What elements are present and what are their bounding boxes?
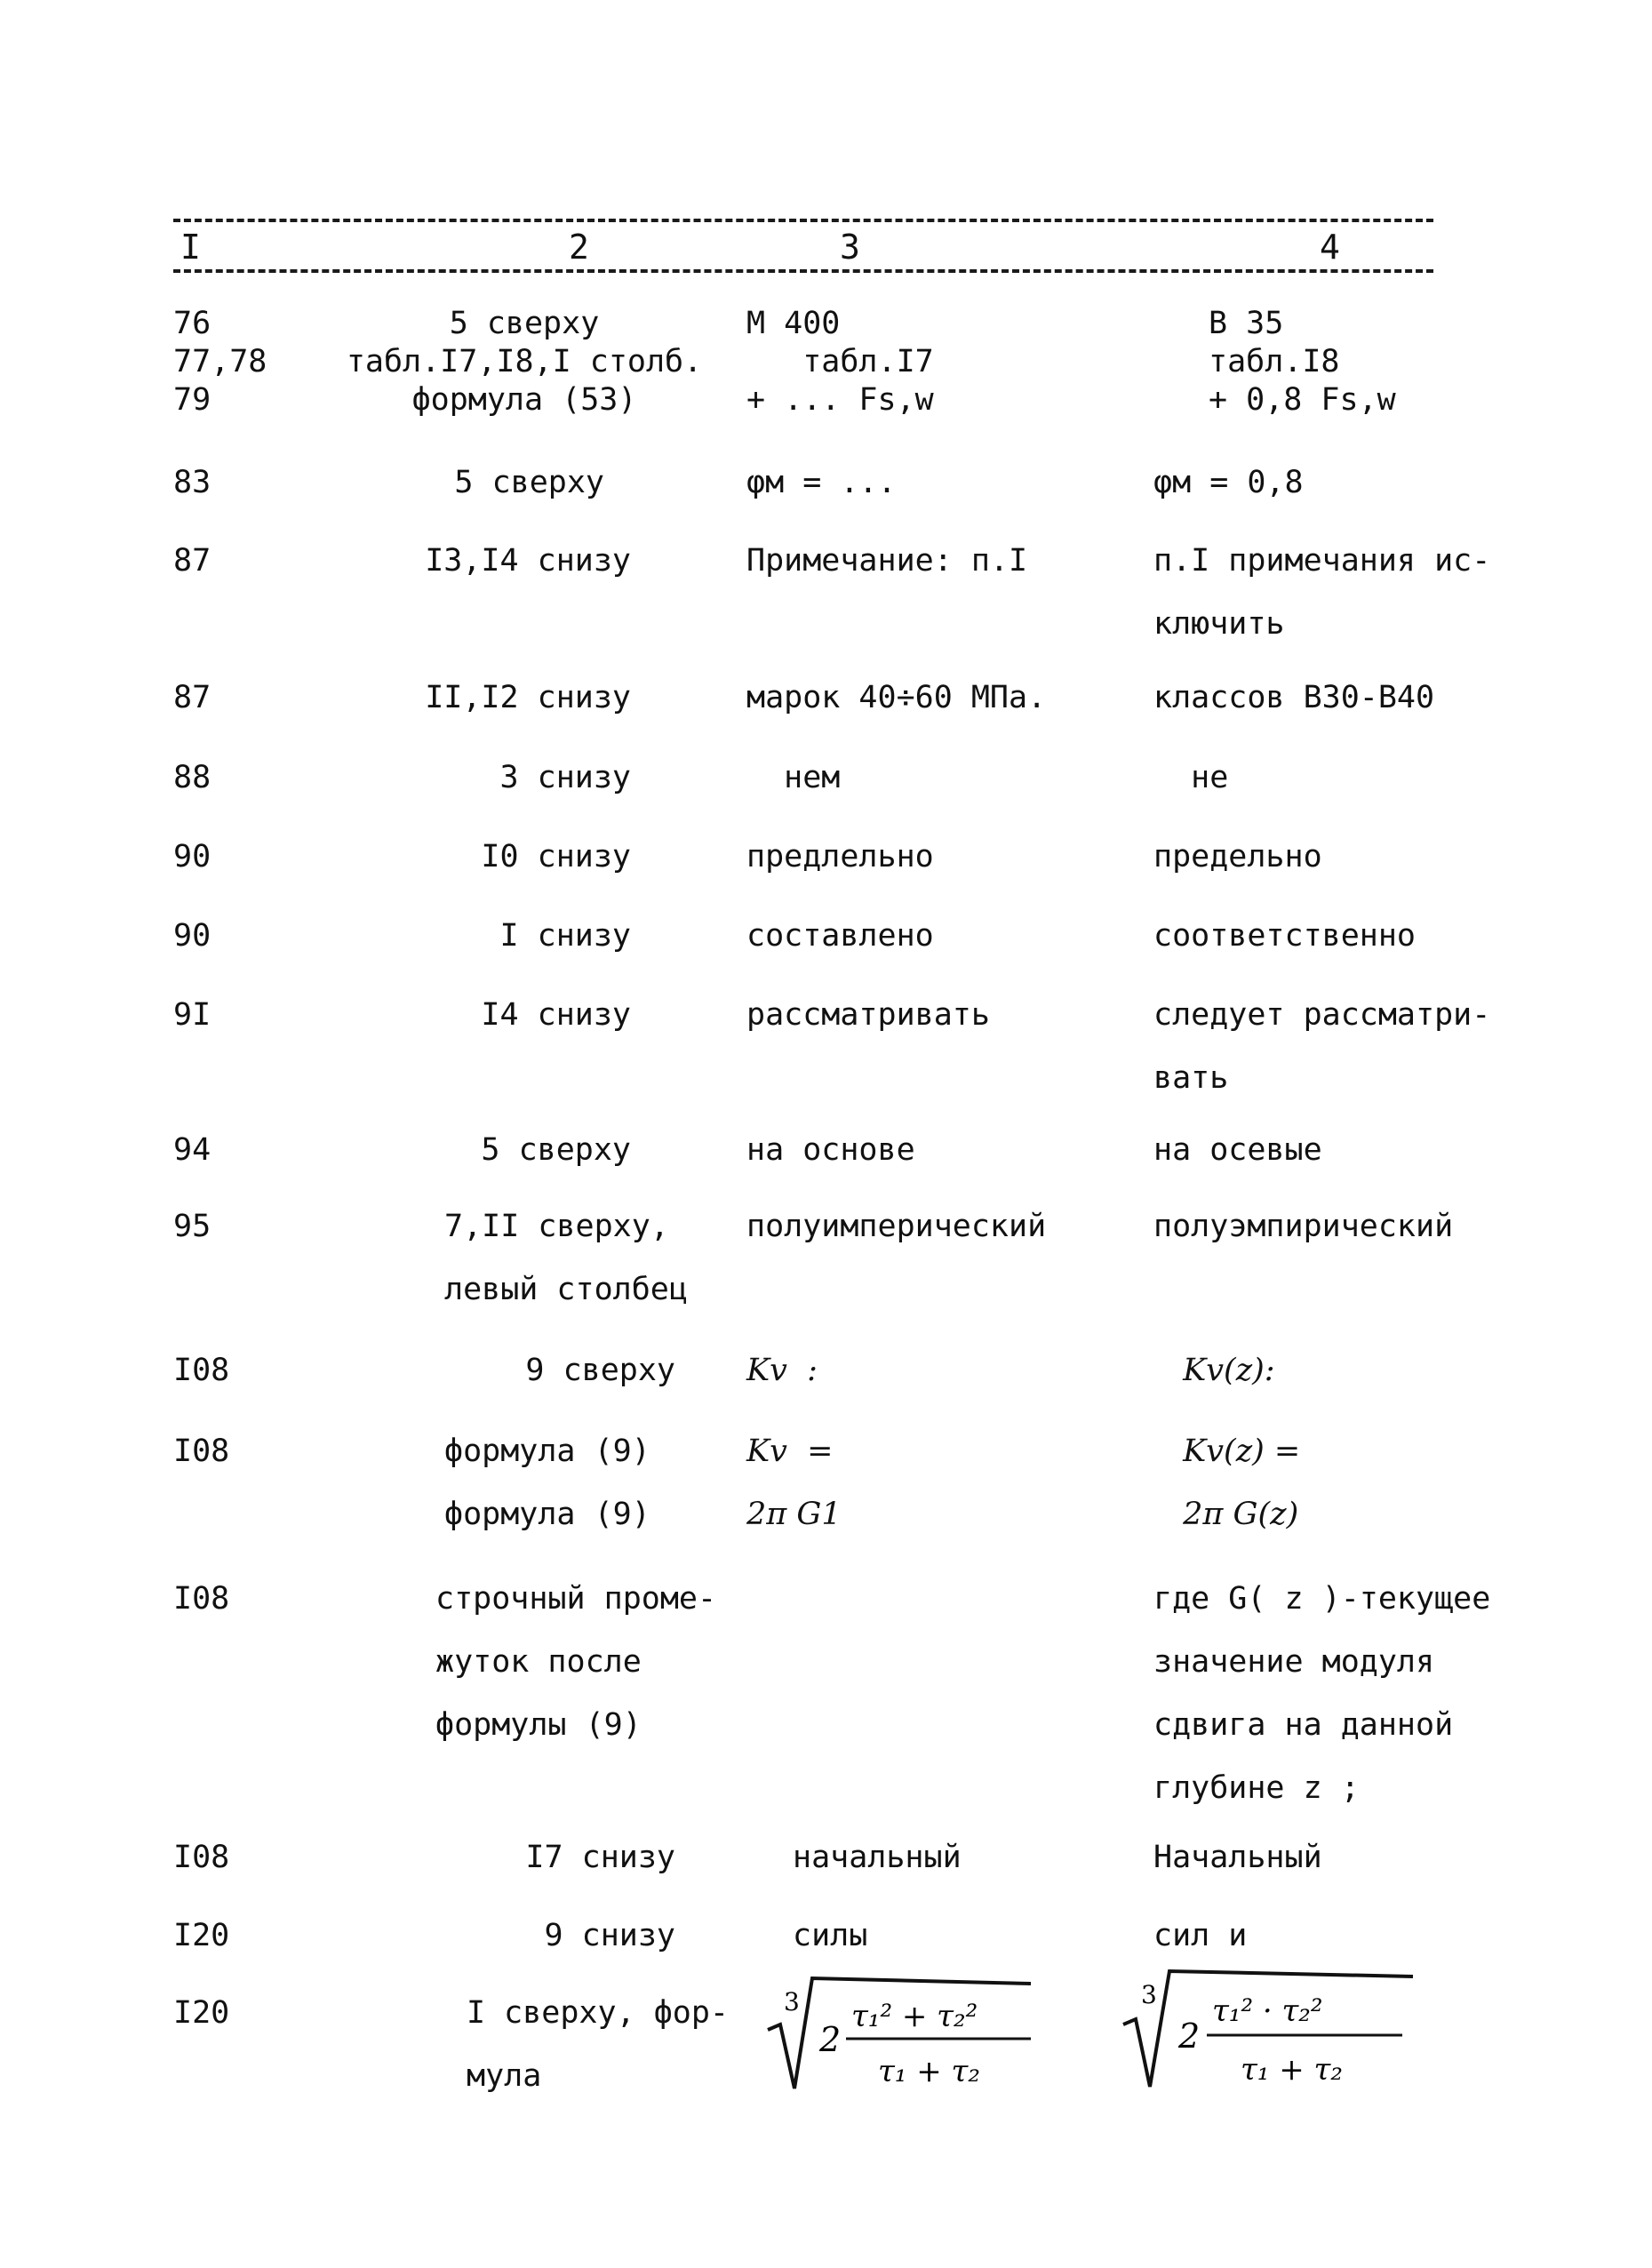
line-location: I3,I4 снизу	[425, 543, 631, 579]
printed-text: рассматривать	[746, 997, 990, 1033]
printed-text: Kv :	[746, 1353, 818, 1388]
page-number: 83	[173, 465, 211, 500]
old-formula	[764, 1975, 1049, 2103]
page-number: I08	[173, 1581, 230, 1617]
table-header-rule	[173, 269, 1433, 273]
line-location: 5 сверху	[454, 465, 604, 500]
printed-text: М 400 табл.I7 + ... Fs,w	[746, 306, 934, 418]
page-number: 90	[173, 918, 211, 954]
column-header-3: 3	[840, 228, 860, 267]
line-location: I снизу	[499, 918, 631, 954]
page-number: 87	[173, 543, 211, 579]
formula-coefficient: 2	[819, 2020, 842, 2059]
corrected-text: Kv(z):	[1173, 1353, 1275, 1388]
formula-numerator: τ₁² · τ₂²	[1212, 1993, 1323, 2029]
printed-text: φм = ...	[746, 465, 897, 500]
corrected-text: φм = 0,8	[1153, 465, 1304, 500]
line-location: II,I2 снизу	[425, 680, 631, 715]
corrected-text: сил и	[1153, 1918, 1248, 1953]
line-location: I сверху, фор- мула	[467, 1995, 730, 2094]
column-header-4: 4	[1320, 228, 1340, 267]
corrected-text: классов В30-В40	[1153, 680, 1435, 715]
page-number: I08	[173, 1840, 230, 1875]
printed-text: предлельно	[746, 839, 934, 874]
corrected-text: п.I примечания ис- ключить	[1153, 543, 1491, 642]
formula-denominator: τ₁ + τ₂	[1241, 2052, 1343, 2088]
corrected-text: где G( z )-текущее значение модуля сдвига на данной глубине z ;	[1153, 1581, 1491, 1806]
corrected-text: следует рассматри- вать	[1153, 997, 1491, 1096]
page-number: 88	[173, 760, 211, 795]
line-location: 5 сверху табл.I7,I8,I столб. формула (53)	[346, 306, 703, 418]
line-location: формула (9) формула (9)	[444, 1433, 650, 1532]
line-location: 9 сверху	[525, 1353, 675, 1388]
corrected-text: Начальный	[1153, 1840, 1322, 1875]
radical-index: 3	[1141, 1980, 1157, 2009]
page-number: 87	[173, 680, 211, 715]
corrected-formula	[1120, 1966, 1422, 2103]
page-number: I08	[173, 1433, 230, 1469]
printed-text: на основе	[746, 1132, 915, 1168]
page-number: 9I	[173, 997, 211, 1033]
page-number: 76 77,78 79	[173, 306, 267, 418]
printed-text: нем	[746, 760, 841, 795]
printed-text: начальный	[793, 1840, 962, 1875]
printed-text: Примечание: п.I	[746, 543, 1028, 579]
table-top-rule	[173, 219, 1433, 222]
page-number: I20	[173, 1995, 230, 2031]
page-number: I08	[173, 1353, 230, 1388]
printed-text: составлено	[746, 918, 934, 954]
page-number: 90	[173, 839, 211, 874]
line-location: 9 снизу	[544, 1918, 675, 1953]
line-location: 5 сверху	[481, 1132, 631, 1168]
page-number: 95	[173, 1209, 211, 1244]
column-header-2: 2	[569, 228, 589, 267]
corrected-text: предельно	[1153, 839, 1322, 874]
formula-coefficient: 2	[1178, 2016, 1201, 2056]
corrected-text: полуэмпирический	[1153, 1209, 1454, 1244]
line-location: I7 снизу	[525, 1840, 675, 1875]
page-number: 94	[173, 1132, 211, 1168]
radical-index: 3	[784, 1987, 800, 2016]
corrected-text: Kv(z) = 2π G(z)	[1183, 1433, 1301, 1532]
corrected-text: на осевые	[1153, 1132, 1322, 1168]
line-location: I0 снизу	[481, 839, 631, 874]
line-location: 7,II сверху, левый столбец	[444, 1209, 688, 1307]
printed-text: силы	[793, 1918, 868, 1953]
line-location: строчный проме- жуток после формулы (9)	[435, 1581, 717, 1743]
formula-numerator: τ₁² + τ₂²	[851, 1999, 978, 2034]
corrected-text: не	[1153, 760, 1229, 795]
corrected-text: соответственно	[1153, 918, 1417, 954]
formula-denominator: τ₁ + τ₂	[878, 2054, 980, 2089]
corrected-text: В 35 табл.I8 + 0,8 Fs,w	[1209, 306, 1396, 418]
line-location: 3 снизу	[499, 760, 631, 795]
printed-text: полуимперический	[746, 1209, 1047, 1244]
column-header-1: I	[180, 228, 201, 267]
line-location: I4 снизу	[481, 997, 631, 1033]
printed-text: марок 40÷60 МПа.	[746, 680, 1047, 715]
printed-text: Kv = 2π G1	[746, 1433, 842, 1532]
page-number: I20	[173, 1918, 230, 1953]
